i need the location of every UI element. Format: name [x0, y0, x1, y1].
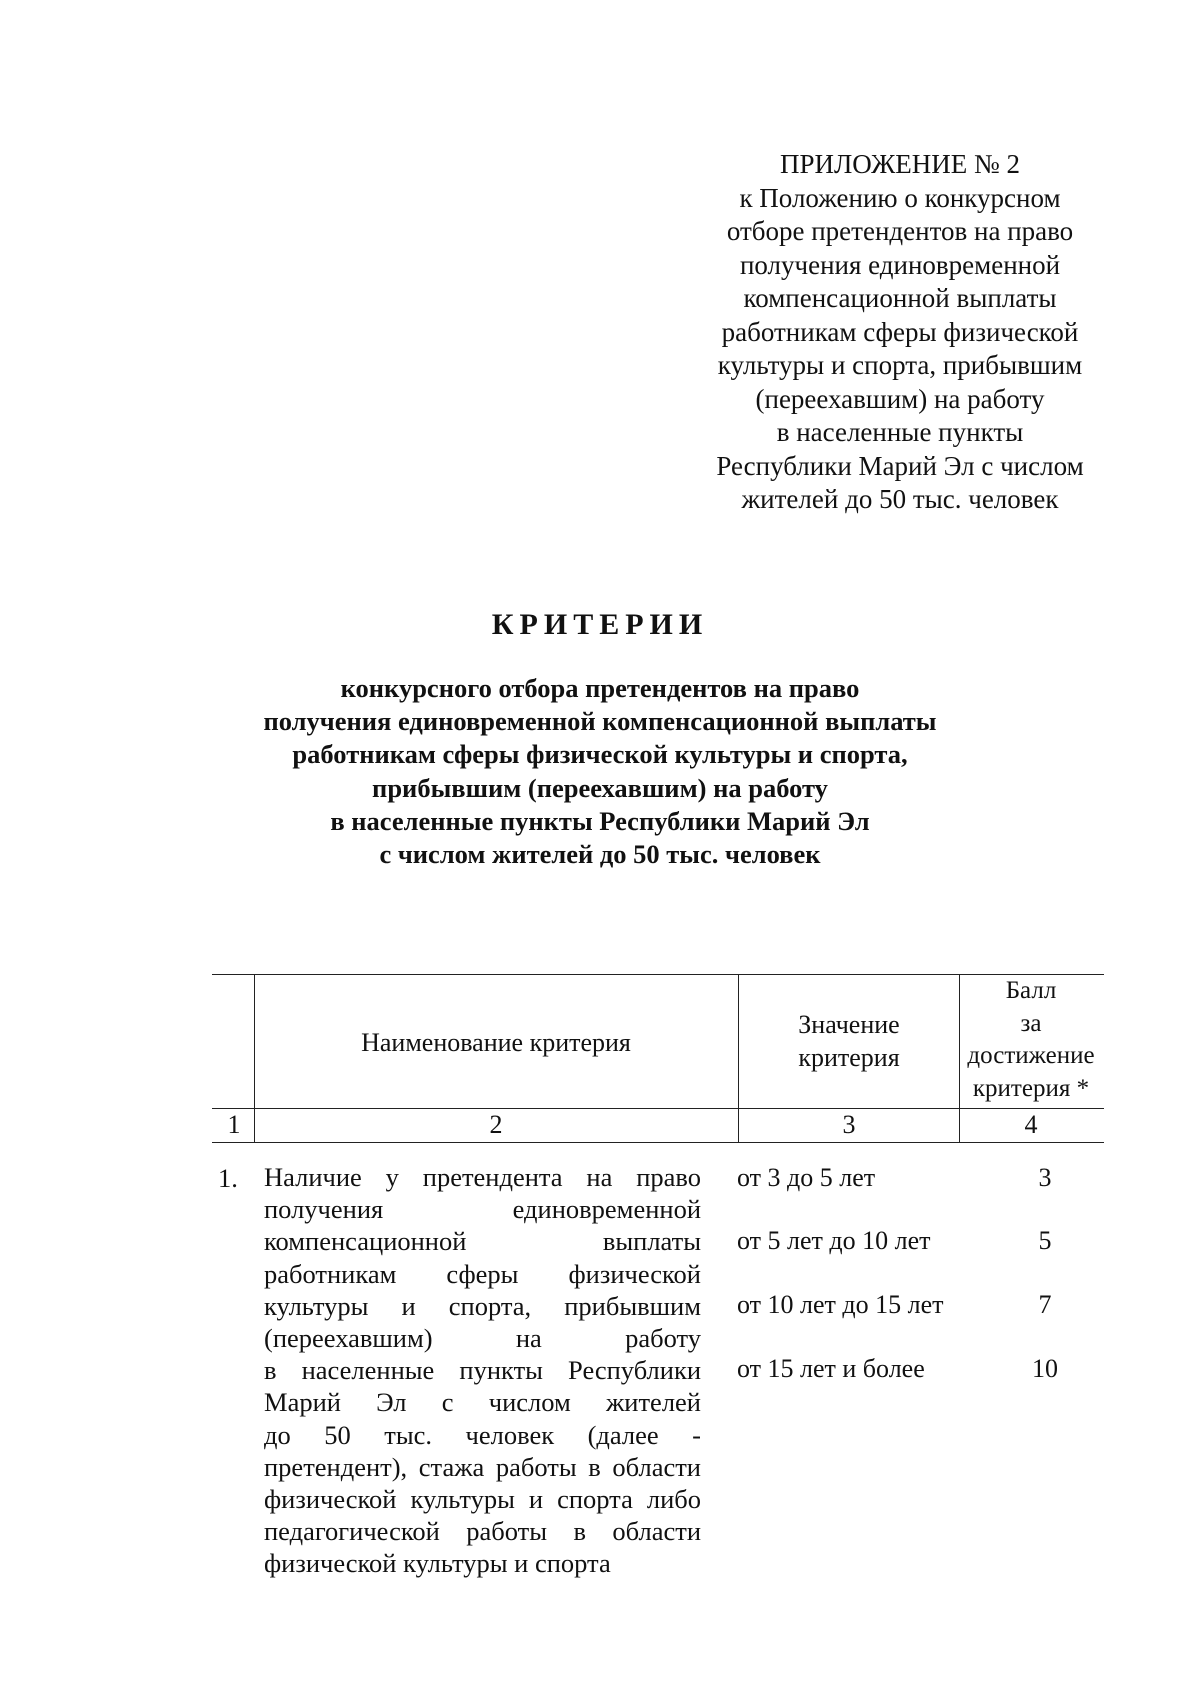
- document-title: КРИТЕРИИ: [491, 608, 709, 641]
- column-number: 4: [1024, 1110, 1038, 1139]
- subtitle-line: конкурсного отбора претендентов на право: [340, 673, 860, 703]
- appendix-line: компенсационной выплаты: [743, 283, 1057, 313]
- criterion-value: от 5 лет до 10 лет: [737, 1226, 931, 1255]
- header-score-line: критерия *: [972, 1074, 1090, 1102]
- appendix-line: к Положению о конкурсном: [739, 182, 1061, 213]
- header-value-line: Значение: [798, 1010, 900, 1039]
- criterion-line: педагогической работы в области: [264, 1516, 701, 1547]
- column-number: 2: [489, 1110, 503, 1139]
- criterion-line: физической культуры и спорта либо: [264, 1483, 701, 1514]
- header-criterion-value: [740, 1008, 958, 1074]
- criterion-score: 10: [1032, 1354, 1058, 1383]
- column-number: 3: [842, 1110, 856, 1139]
- appendix-line: получения единовременной: [739, 249, 1061, 280]
- subtitle-line: с числом жителей до 50 тыс. человек: [379, 839, 821, 870]
- header-criterion-name: Наименование критерия: [361, 1028, 631, 1057]
- criterion-line: работникам сферы физической: [264, 1258, 701, 1289]
- criterion-line: Наличие у претендента на право: [264, 1162, 701, 1192]
- header-score-line: Балл: [1005, 977, 1057, 1004]
- subtitle-line: прибывшим (переехавшим) на работу: [372, 772, 828, 803]
- appendix-line: жителей до 50 тыс. человек: [741, 484, 1059, 514]
- appendix-line: Республики Марий Эл с числом: [716, 450, 1084, 481]
- table-bottom-border: [212, 1142, 1104, 1143]
- criterion-line: Марий Эл с числом жителей: [264, 1387, 701, 1418]
- header-value-line: критерия: [798, 1043, 900, 1072]
- criterion-score: 5: [1038, 1226, 1052, 1255]
- document-subtitle: [200, 672, 1000, 871]
- criterion-score: 7: [1038, 1290, 1052, 1319]
- criterion-line: культуры и спорта, прибывшим: [264, 1290, 701, 1321]
- criterion-text: [264, 1161, 701, 1579]
- criterion-line: до 50 тыс. человек (далее -: [264, 1419, 701, 1450]
- header-score-line: достижение: [967, 1042, 1095, 1069]
- table-column-divider: [959, 974, 960, 1142]
- subtitle-line: в населенные пункты Республики Марий Эл: [330, 805, 870, 836]
- criterion-value: от 15 лет и более: [737, 1354, 925, 1383]
- criterion-line: в населенные пункты Республики: [264, 1355, 701, 1386]
- header-score: [961, 975, 1101, 1105]
- criterion-line: компенсационной выплаты: [264, 1226, 701, 1257]
- subtitle-line: получения единовременной компенсационной выплаты: [263, 706, 937, 737]
- appendix-line: отборе претендентов на право: [726, 216, 1074, 246]
- criterion-score: 3: [1038, 1163, 1052, 1192]
- column-number: 1: [227, 1110, 241, 1139]
- criterion-value: от 10 лет до 15 лет: [737, 1290, 944, 1319]
- row-number: 1.: [218, 1163, 238, 1193]
- appendix-line: культуры и спорта, прибывшим: [717, 350, 1083, 380]
- criterion-line: физической культуры и спорта: [264, 1548, 611, 1579]
- table-column-divider: [254, 974, 255, 1142]
- criterion-line: претендент), стажа работы в области: [264, 1451, 701, 1482]
- appendix-line: (переехавшим) на работу: [755, 383, 1045, 414]
- criterion-line: получения единовременной: [264, 1194, 701, 1225]
- appendix-line: работникам сферы физической: [721, 316, 1079, 347]
- header-score-line: за: [1020, 1009, 1042, 1037]
- appendix-line: ПРИЛОЖЕНИЕ № 2: [779, 149, 1021, 179]
- subtitle-line: работникам сферы физической культуры и спорта,: [292, 739, 908, 770]
- table-header-divider: [212, 1108, 1104, 1109]
- criterion-value: от 3 до 5 лет: [737, 1163, 876, 1192]
- criterion-line: (переехавшим) на работу: [264, 1322, 701, 1353]
- table-column-divider: [738, 974, 739, 1142]
- appendix-header: [690, 148, 1110, 517]
- appendix-line: в населенные пункты: [776, 417, 1024, 447]
